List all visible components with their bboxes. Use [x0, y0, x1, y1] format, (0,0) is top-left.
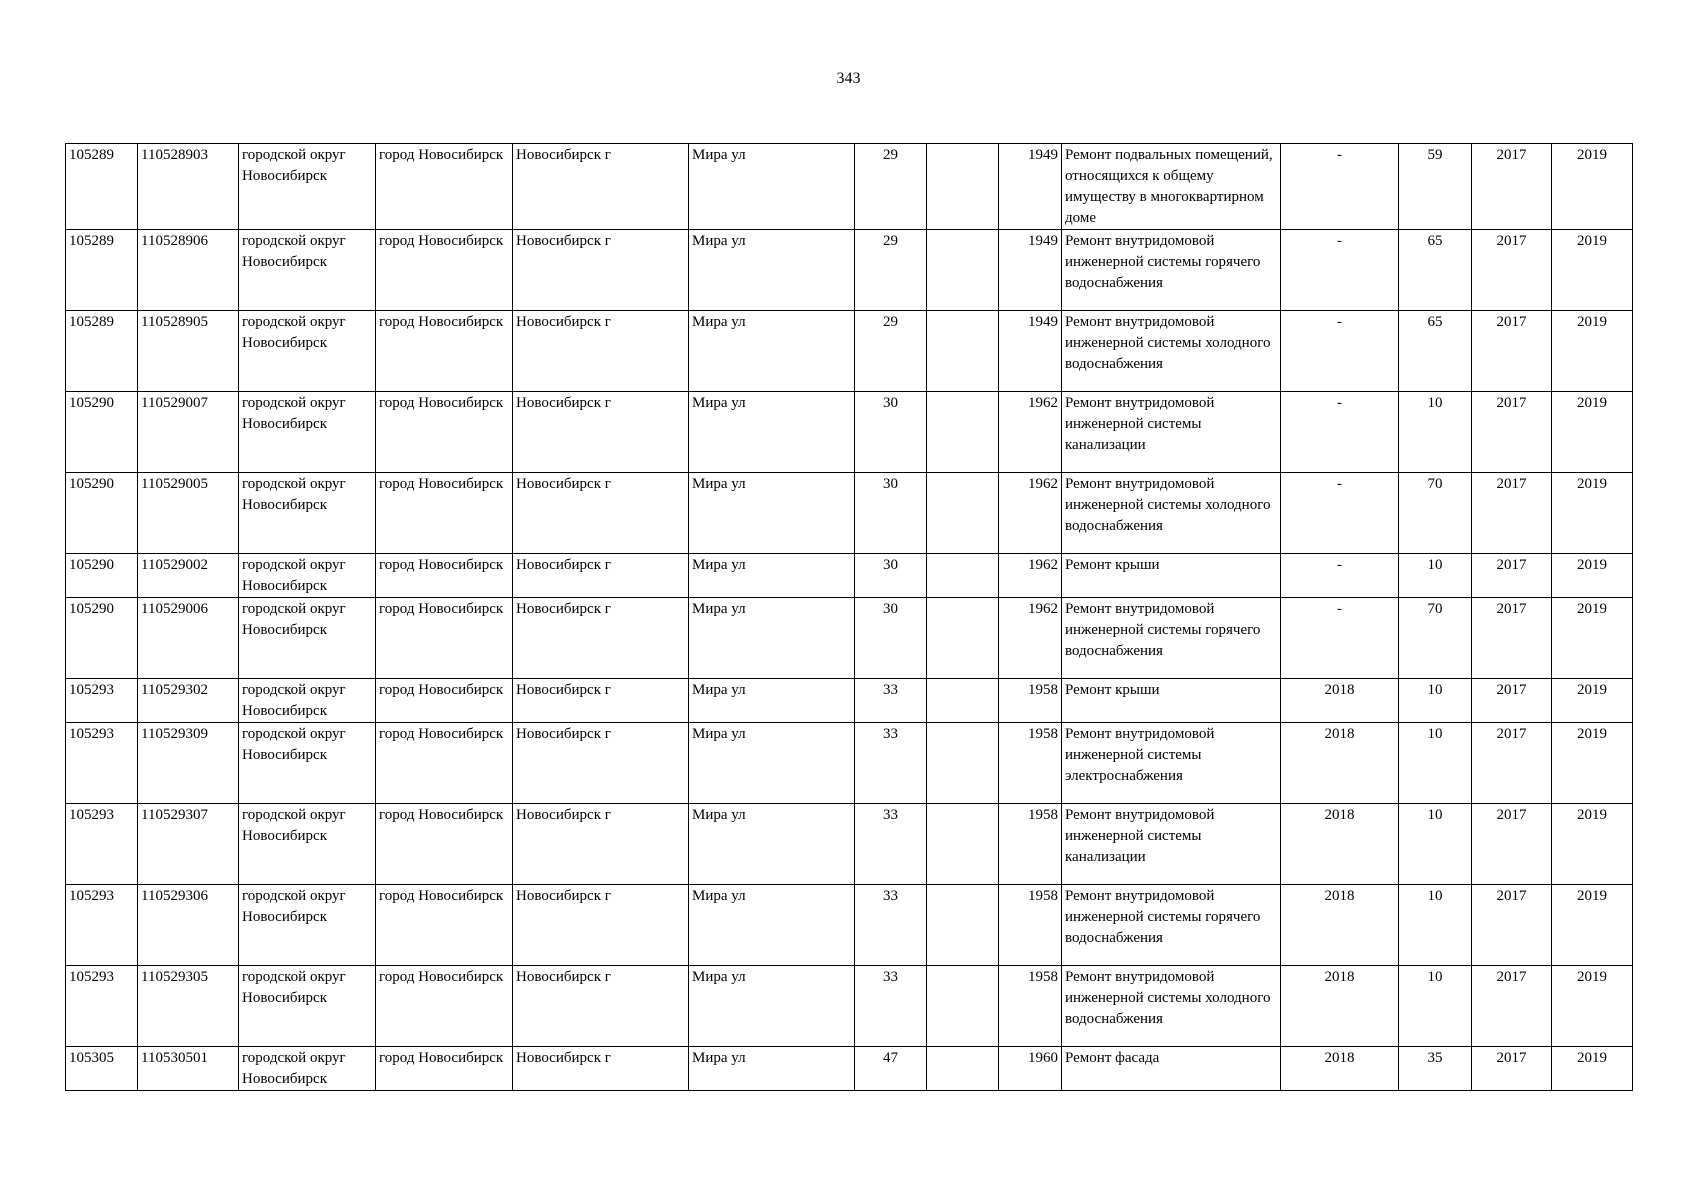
street-cell: Мира ул — [689, 966, 855, 1047]
gorod-cell: город Новосибирск — [376, 230, 513, 311]
okrug-cell: городской округ Новосибирск — [239, 473, 376, 554]
planned-year-cell: - — [1281, 598, 1399, 679]
end-year-cell: 2019 — [1552, 392, 1633, 473]
end-year-cell: 2019 — [1552, 679, 1633, 723]
work-type-cell: Ремонт внутридомовой инженерной системы холодного водоснабжения — [1062, 311, 1281, 392]
work-code-cell: 110529006 — [138, 598, 239, 679]
work-code-cell: 110529002 — [138, 554, 239, 598]
building-cell — [927, 311, 999, 392]
work-type-cell: Ремонт фасада — [1062, 1047, 1281, 1091]
work-type-cell: Ремонт внутридомовой инженерной системы канализации — [1062, 804, 1281, 885]
planned-year-cell: - — [1281, 311, 1399, 392]
table-row — [66, 554, 1633, 598]
building-cell — [927, 392, 999, 473]
okrug-cell: городской округ Новосибирск — [239, 679, 376, 723]
settlement-cell: Новосибирск г — [513, 598, 689, 679]
building-cell — [927, 598, 999, 679]
planned-year-cell: - — [1281, 144, 1399, 230]
table-body — [66, 144, 1633, 1091]
street-cell: Мира ул — [689, 723, 855, 804]
house-number-cell: 33 — [855, 679, 927, 723]
street-cell: Мира ул — [689, 885, 855, 966]
wear-cell: 65 — [1399, 311, 1472, 392]
house-number-cell: 33 — [855, 966, 927, 1047]
build-year-cell: 1958 — [999, 885, 1062, 966]
building-cell — [927, 966, 999, 1047]
okrug-cell: городской округ Новосибирск — [239, 966, 376, 1047]
house-id-cell: 105290 — [66, 598, 138, 679]
house-id-cell: 105290 — [66, 392, 138, 473]
settlement-cell: Новосибирск г — [513, 473, 689, 554]
house-id-cell: 105293 — [66, 885, 138, 966]
work-code-cell: 110530501 — [138, 1047, 239, 1091]
table-row — [66, 144, 1633, 230]
wear-cell: 10 — [1399, 885, 1472, 966]
wear-cell: 10 — [1399, 679, 1472, 723]
planned-year-cell: - — [1281, 392, 1399, 473]
planned-year-cell: - — [1281, 230, 1399, 311]
house-id-cell: 105293 — [66, 804, 138, 885]
end-year-cell: 2019 — [1552, 144, 1633, 230]
street-cell: Мира ул — [689, 473, 855, 554]
gorod-cell: город Новосибирск — [376, 392, 513, 473]
page-number: 343 — [836, 70, 861, 87]
okrug-cell: городской округ Новосибирск — [239, 598, 376, 679]
building-cell — [927, 804, 999, 885]
house-number-cell: 33 — [855, 804, 927, 885]
start-year-cell: 2017 — [1472, 885, 1552, 966]
table-row — [66, 1047, 1633, 1091]
work-code-cell: 110528905 — [138, 311, 239, 392]
planned-year-cell: 2018 — [1281, 966, 1399, 1047]
street-cell: Мира ул — [689, 1047, 855, 1091]
work-code-cell: 110529007 — [138, 392, 239, 473]
build-year-cell: 1962 — [999, 392, 1062, 473]
settlement-cell: Новосибирск г — [513, 1047, 689, 1091]
work-code-cell: 110529306 — [138, 885, 239, 966]
work-code-cell: 110528906 — [138, 230, 239, 311]
street-cell: Мира ул — [689, 679, 855, 723]
wear-cell: 59 — [1399, 144, 1472, 230]
start-year-cell: 2017 — [1472, 473, 1552, 554]
okrug-cell: городской округ Новосибирск — [239, 723, 376, 804]
house-id-cell: 105290 — [66, 554, 138, 598]
street-cell: Мира ул — [689, 598, 855, 679]
work-code-cell: 110529005 — [138, 473, 239, 554]
build-year-cell: 1962 — [999, 554, 1062, 598]
settlement-cell: Новосибирск г — [513, 392, 689, 473]
gorod-cell: город Новосибирск — [376, 804, 513, 885]
house-number-cell: 30 — [855, 554, 927, 598]
house-id-cell: 105289 — [66, 230, 138, 311]
okrug-cell: городской округ Новосибирск — [239, 144, 376, 230]
build-year-cell: 1949 — [999, 311, 1062, 392]
end-year-cell: 2019 — [1552, 1047, 1633, 1091]
planned-year-cell: - — [1281, 473, 1399, 554]
build-year-cell: 1958 — [999, 723, 1062, 804]
build-year-cell: 1958 — [999, 804, 1062, 885]
work-code-cell: 110528903 — [138, 144, 239, 230]
planned-year-cell: - — [1281, 554, 1399, 598]
wear-cell: 10 — [1399, 804, 1472, 885]
build-year-cell: 1962 — [999, 473, 1062, 554]
end-year-cell: 2019 — [1552, 311, 1633, 392]
house-number-cell: 29 — [855, 230, 927, 311]
work-type-cell: Ремонт внутридомовой инженерной системы холодного водоснабжения — [1062, 966, 1281, 1047]
building-cell — [927, 144, 999, 230]
house-id-cell: 105293 — [66, 723, 138, 804]
work-type-cell: Ремонт внутридомовой инженерной системы канализации — [1062, 392, 1281, 473]
building-cell — [927, 723, 999, 804]
wear-cell: 70 — [1399, 598, 1472, 679]
end-year-cell: 2019 — [1552, 230, 1633, 311]
street-cell: Мира ул — [689, 144, 855, 230]
table-row — [66, 392, 1633, 473]
wear-cell: 70 — [1399, 473, 1472, 554]
start-year-cell: 2017 — [1472, 1047, 1552, 1091]
street-cell: Мира ул — [689, 392, 855, 473]
table-row — [66, 598, 1633, 679]
street-cell: Мира ул — [689, 804, 855, 885]
end-year-cell: 2019 — [1552, 885, 1633, 966]
wear-cell: 10 — [1399, 554, 1472, 598]
gorod-cell: город Новосибирск — [376, 473, 513, 554]
end-year-cell: 2019 — [1552, 804, 1633, 885]
table-row — [66, 679, 1633, 723]
wear-cell: 10 — [1399, 392, 1472, 473]
start-year-cell: 2017 — [1472, 804, 1552, 885]
okrug-cell: городской округ Новосибирск — [239, 230, 376, 311]
table-row — [66, 804, 1633, 885]
okrug-cell: городской округ Новосибирск — [239, 885, 376, 966]
house-id-cell: 105289 — [66, 144, 138, 230]
gorod-cell: город Новосибирск — [376, 679, 513, 723]
settlement-cell: Новосибирск г — [513, 966, 689, 1047]
build-year-cell: 1958 — [999, 679, 1062, 723]
start-year-cell: 2017 — [1472, 311, 1552, 392]
house-id-cell: 105290 — [66, 473, 138, 554]
gorod-cell: город Новосибирск — [376, 598, 513, 679]
start-year-cell: 2017 — [1472, 392, 1552, 473]
gorod-cell: город Новосибирск — [376, 1047, 513, 1091]
okrug-cell: городской округ Новосибирск — [239, 804, 376, 885]
build-year-cell: 1962 — [999, 598, 1062, 679]
end-year-cell: 2019 — [1552, 966, 1633, 1047]
work-code-cell: 110529307 — [138, 804, 239, 885]
street-cell: Мира ул — [689, 311, 855, 392]
house-id-cell: 105305 — [66, 1047, 138, 1091]
end-year-cell: 2019 — [1552, 473, 1633, 554]
building-cell — [927, 230, 999, 311]
table-row — [66, 885, 1633, 966]
start-year-cell: 2017 — [1472, 230, 1552, 311]
planned-year-cell: 2018 — [1281, 723, 1399, 804]
registry-table — [65, 143, 1633, 1091]
settlement-cell: Новосибирск г — [513, 230, 689, 311]
work-type-cell: Ремонт крыши — [1062, 679, 1281, 723]
start-year-cell: 2017 — [1472, 966, 1552, 1047]
building-cell — [927, 885, 999, 966]
building-cell — [927, 1047, 999, 1091]
build-year-cell: 1958 — [999, 966, 1062, 1047]
building-cell — [927, 679, 999, 723]
settlement-cell: Новосибирск г — [513, 885, 689, 966]
settlement-cell: Новосибирск г — [513, 311, 689, 392]
wear-cell: 65 — [1399, 230, 1472, 311]
okrug-cell: городской округ Новосибирск — [239, 1047, 376, 1091]
table-row — [66, 473, 1633, 554]
settlement-cell: Новосибирск г — [513, 679, 689, 723]
settlement-cell: Новосибирск г — [513, 144, 689, 230]
okrug-cell: городской округ Новосибирск — [239, 392, 376, 473]
start-year-cell: 2017 — [1472, 554, 1552, 598]
house-number-cell: 29 — [855, 144, 927, 230]
start-year-cell: 2017 — [1472, 598, 1552, 679]
end-year-cell: 2019 — [1552, 554, 1633, 598]
building-cell — [927, 554, 999, 598]
settlement-cell: Новосибирск г — [513, 554, 689, 598]
house-number-cell: 29 — [855, 311, 927, 392]
street-cell: Мира ул — [689, 554, 855, 598]
table-row — [66, 230, 1633, 311]
wear-cell: 10 — [1399, 966, 1472, 1047]
wear-cell: 35 — [1399, 1047, 1472, 1091]
gorod-cell: город Новосибирск — [376, 554, 513, 598]
work-type-cell: Ремонт внутридомовой инженерной системы горячего водоснабжения — [1062, 885, 1281, 966]
build-year-cell: 1960 — [999, 1047, 1062, 1091]
okrug-cell: городской округ Новосибирск — [239, 311, 376, 392]
build-year-cell: 1949 — [999, 144, 1062, 230]
work-type-cell: Ремонт крыши — [1062, 554, 1281, 598]
planned-year-cell: 2018 — [1281, 885, 1399, 966]
house-id-cell: 105289 — [66, 311, 138, 392]
planned-year-cell: 2018 — [1281, 1047, 1399, 1091]
wear-cell: 10 — [1399, 723, 1472, 804]
planned-year-cell: 2018 — [1281, 804, 1399, 885]
work-type-cell: Ремонт внутридомовой инженерной системы электроснабжения — [1062, 723, 1281, 804]
table-row — [66, 966, 1633, 1047]
gorod-cell: город Новосибирск — [376, 311, 513, 392]
house-number-cell: 47 — [855, 1047, 927, 1091]
planned-year-cell: 2018 — [1281, 679, 1399, 723]
table-row — [66, 311, 1633, 392]
house-number-cell: 33 — [855, 885, 927, 966]
gorod-cell: город Новосибирск — [376, 144, 513, 230]
house-number-cell: 30 — [855, 598, 927, 679]
house-number-cell: 33 — [855, 723, 927, 804]
house-number-cell: 30 — [855, 392, 927, 473]
build-year-cell: 1949 — [999, 230, 1062, 311]
street-cell: Мира ул — [689, 230, 855, 311]
work-code-cell: 110529302 — [138, 679, 239, 723]
work-type-cell: Ремонт внутридомовой инженерной системы горячего водоснабжения — [1062, 230, 1281, 311]
work-type-cell: Ремонт подвальных помещений, относящихся к общему имуществу в многоквартирном доме — [1062, 144, 1281, 230]
settlement-cell: Новосибирск г — [513, 723, 689, 804]
okrug-cell: городской округ Новосибирск — [239, 554, 376, 598]
gorod-cell: город Новосибирск — [376, 885, 513, 966]
start-year-cell: 2017 — [1472, 723, 1552, 804]
house-id-cell: 105293 — [66, 966, 138, 1047]
start-year-cell: 2017 — [1472, 144, 1552, 230]
work-type-cell: Ремонт внутридомовой инженерной системы горячего водоснабжения — [1062, 598, 1281, 679]
settlement-cell: Новосибирск г — [513, 804, 689, 885]
house-number-cell: 30 — [855, 473, 927, 554]
building-cell — [927, 473, 999, 554]
gorod-cell: город Новосибирск — [376, 723, 513, 804]
house-id-cell: 105293 — [66, 679, 138, 723]
work-type-cell: Ремонт внутридомовой инженерной системы холодного водоснабжения — [1062, 473, 1281, 554]
end-year-cell: 2019 — [1552, 723, 1633, 804]
table-row — [66, 723, 1633, 804]
work-code-cell: 110529305 — [138, 966, 239, 1047]
work-code-cell: 110529309 — [138, 723, 239, 804]
end-year-cell: 2019 — [1552, 598, 1633, 679]
start-year-cell: 2017 — [1472, 679, 1552, 723]
gorod-cell: город Новосибирск — [376, 966, 513, 1047]
